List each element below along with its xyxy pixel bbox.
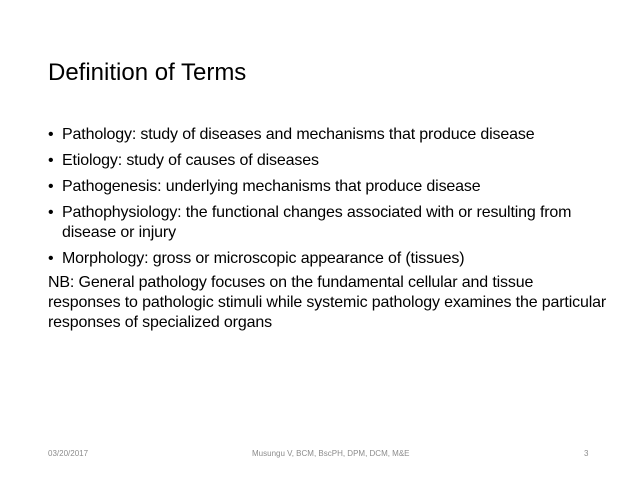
bullet-icon: • [48, 126, 54, 143]
bullet-item-pathogenesis [48, 177, 608, 197]
bullet-item-pathophysiology [48, 203, 608, 243]
bullet-icon: • [48, 250, 54, 267]
bullet-item-etiology [48, 151, 608, 171]
bullet-list [48, 125, 608, 269]
bullet-icon: • [48, 152, 54, 169]
bullet-text: Morphology: gross or microscopic appearance of (tissues) [62, 250, 465, 267]
bullet-icon: • [48, 204, 54, 221]
footer-author: Musungu V, BCM, BscPH, DPM, DCM, M&E [252, 449, 410, 458]
footer-page-number: 3 [584, 449, 589, 458]
bullet-icon: • [48, 178, 54, 195]
bullet-text: Pathology: study of diseases and mechanisms that produce disease [62, 126, 535, 143]
slide-content [48, 125, 608, 333]
bullet-text: Pathophysiology: the functional changes associated with or resulting from disease or injury [62, 204, 572, 241]
bullet-text: Pathogenesis: underlying mechanisms that produce disease [62, 178, 481, 195]
bullet-text: Etiology: study of causes of diseases [62, 152, 319, 169]
nb-note: NB: General pathology focuses on the fundamental cellular and tissue responses to pathologic stimuli while systemic pathology examines the particular responses of specialized organs [48, 274, 607, 331]
slide-title: Definition of Terms [48, 59, 247, 86]
bullet-item-morphology [48, 249, 608, 269]
footer-date: 03/20/2017 [48, 449, 89, 458]
bullet-item-pathology [48, 125, 608, 145]
